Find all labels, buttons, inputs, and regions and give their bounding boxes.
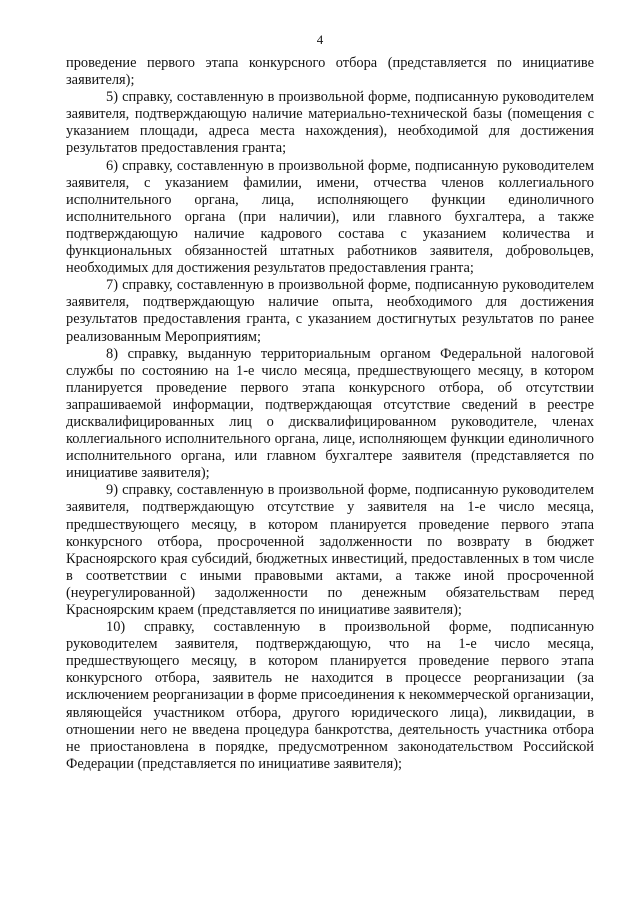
paragraph-item-7: 7) справку, составленную в произвольной форме, подписанную руководителем заявителя, подтверждающую наличие опыта, необходимого для достижения результатов предоставления гранта, с указанием достигнутых результатов по ранее реализованным Мероприятиям;: [66, 277, 594, 345]
paragraph-item-8: 8) справку, выданную территориальным органом Федеральной налоговой службы по состоянию на 1-е число месяца, предшествующего месяцу, в котором планируется проведение первого этапа конкурсного отбора, об отсутствии запрашиваемой информации, подтверждающая отсутствие сведений в реестре дисквалифицированных лиц о дисквалифицированном руководителе, членах коллегиального исполнительного органа, лице, исполняющем функции единоличного исполнительного органа, или главном бухгалтере заявителя (представляется по инициативе заявителя);: [66, 345, 594, 482]
paragraph-item-10: 10) справку, составленную в произвольной форме, подписанную руководителем заявителя, подтверждающую, что на 1-е число месяца, предшествующего месяцу, в котором планируется проведение первого этапа конкурсного отбора, заявитель не находится в процессе реорганизации (за исключением реорганизации в форме присоединения к некоммерческой организации, являющейся участником отбора, другого юридического лица), ликвидации, в отношении него не введена процедура банкротства, деятельность участника отбора не приостановлена в порядке, предусмотренном законодательством Российской Федерации (представляется по инициативе заявителя);: [66, 619, 594, 772]
document-body: [66, 55, 594, 773]
paragraph-item-6: 6) справку, составленную в произвольной форме, подписанную руководителем заявителя, с указанием фамилии, имени, отчества членов коллегиального исполнительного органа, лица, исполняющего функции единоличного исполнительного органа (при наличии), или главного бухгалтера, а также подтверждающую наличие кадрового состава с указанием количества и функциональных обязанностей штатных работников заявителя, добровольцев, необходимых для достижения результатов предоставления гранта;: [66, 157, 594, 277]
paragraph-continuation: проведение первого этапа конкурсного отбора (представляется по инициативе заявителя);: [66, 55, 594, 89]
paragraph-item-9: 9) справку, составленную в произвольной форме, подписанную руководителем заявителя, подтверждающую отсутствие у заявителя на 1-е число месяца, предшествующего месяцу, в котором планируется проведение первого этапа конкурсного отбора, просроченной задолженности по возврату в бюджет Красноярского края субсидий, бюджетных инвестиций, предоставленных в том числе в соответствии с иными правовыми актами, а также иной просроченной (неурегулированной) задолженности по денежным обязательствам перед Красноярским краем (представляется по инициативе заявителя);: [66, 482, 594, 618]
page-number: 4: [316, 32, 324, 47]
paragraph-item-5: 5) справку, составленную в произвольной форме, подписанную руководителем заявителя, подтверждающую наличие материально-технической базы (помещения с указанием площади, адреса места нахождения), необходимой для достижения результатов предоставления гранта;: [66, 89, 594, 157]
